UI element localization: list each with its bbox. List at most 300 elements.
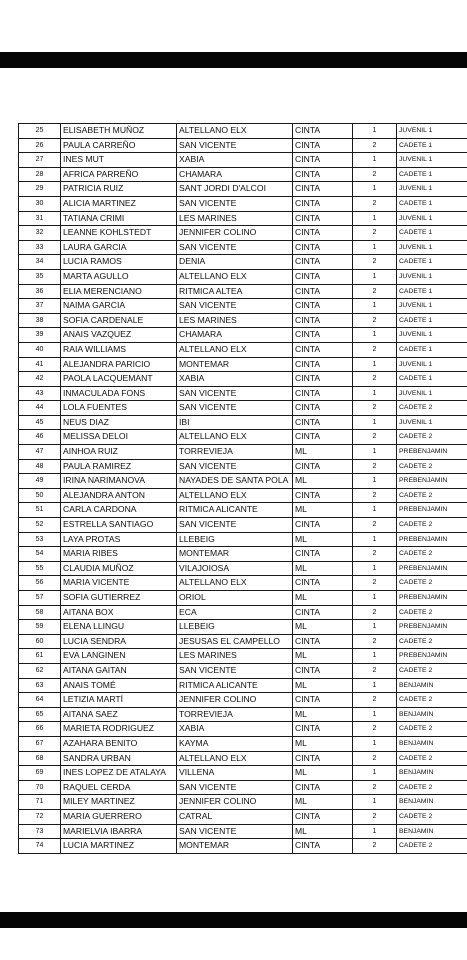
level-cell: 1 (353, 707, 397, 722)
table-row (19, 751, 467, 766)
level-cell: 1 (353, 415, 397, 430)
table-row (19, 299, 467, 314)
level-cell: 2 (353, 780, 397, 795)
club-name-cell: ECA (177, 605, 293, 620)
table-row (19, 415, 467, 430)
row-number-cell: 42 (19, 372, 61, 387)
table-row (19, 459, 467, 474)
table-row (19, 824, 467, 839)
club-name-cell: JESUSAS EL CAMPELLO (177, 634, 293, 649)
club-name-cell: SAN VICENTE (177, 196, 293, 211)
category-cell: PREBENJAMIN (397, 503, 467, 518)
gymnast-name-cell: EVA LANGINEN (61, 649, 177, 664)
gymnast-name-cell: ESTRELLA SANTIAGO (61, 518, 177, 533)
category-cell: JUVENIL 1 (397, 269, 467, 284)
apparatus-cell: ML (293, 474, 353, 489)
level-cell: 2 (353, 576, 397, 591)
table-row (19, 532, 467, 547)
club-name-cell: ORIOL (177, 591, 293, 606)
row-number-cell: 46 (19, 430, 61, 445)
apparatus-cell: CINTA (293, 153, 353, 168)
table-row (19, 561, 467, 576)
level-cell: 1 (353, 620, 397, 635)
club-name-cell: TORREVIEJA (177, 445, 293, 460)
club-name-cell: SAN VICENTE (177, 780, 293, 795)
row-number-cell: 31 (19, 211, 61, 226)
row-number-cell: 37 (19, 299, 61, 314)
level-cell: 1 (353, 678, 397, 693)
apparatus-cell: CINTA (293, 459, 353, 474)
apparatus-cell: ML (293, 736, 353, 751)
category-cell: CADETE 1 (397, 196, 467, 211)
table-row (19, 226, 467, 241)
club-name-cell: ALTELLANO ELX (177, 342, 293, 357)
apparatus-cell: ML (293, 591, 353, 606)
apparatus-cell: ML (293, 561, 353, 576)
category-cell: CADETE 2 (397, 488, 467, 503)
category-cell: CADETE 1 (397, 226, 467, 241)
row-number-cell: 41 (19, 357, 61, 372)
category-cell: PREBENJAMIN (397, 620, 467, 635)
club-name-cell: ALTELLANO ELX (177, 488, 293, 503)
apparatus-cell: CINTA (293, 488, 353, 503)
apparatus-cell: CINTA (293, 576, 353, 591)
level-cell: 2 (353, 401, 397, 416)
category-cell: BENJAMIN (397, 736, 467, 751)
table-row (19, 401, 467, 416)
row-number-cell: 71 (19, 795, 61, 810)
gymnast-name-cell: INMACULADA FONS (61, 386, 177, 401)
table-row (19, 736, 467, 751)
category-cell: CADETE 1 (397, 342, 467, 357)
category-cell: CADETE 2 (397, 809, 467, 824)
category-cell: CADETE 2 (397, 459, 467, 474)
club-name-cell: LLEBEIG (177, 532, 293, 547)
category-cell: PREBENJAMIN (397, 532, 467, 547)
club-name-cell: LES MARINES (177, 313, 293, 328)
apparatus-cell: CINTA (293, 693, 353, 708)
gymnast-name-cell: LOLA FUENTES (61, 401, 177, 416)
level-cell: 2 (353, 809, 397, 824)
club-name-cell: SAN VICENTE (177, 824, 293, 839)
row-number-cell: 44 (19, 401, 61, 416)
level-cell: 1 (353, 445, 397, 460)
table-row (19, 722, 467, 737)
club-name-cell: NAYADES DE SANTA POLA (177, 474, 293, 489)
apparatus-cell: CINTA (293, 284, 353, 299)
level-cell: 2 (353, 751, 397, 766)
table-row (19, 255, 467, 270)
gymnast-name-cell: ANAIS TOMÉ (61, 678, 177, 693)
gymnast-name-cell: LETIZIA MARTÍ (61, 693, 177, 708)
level-cell: 1 (353, 561, 397, 576)
category-cell: JUVENIL 1 (397, 124, 467, 139)
apparatus-cell: CINTA (293, 196, 353, 211)
gymnast-name-cell: CLAUDIA MUÑOZ (61, 561, 177, 576)
level-cell: 1 (353, 299, 397, 314)
gymnast-name-cell: LUCIA MARTINEZ (61, 839, 177, 854)
row-number-cell: 58 (19, 605, 61, 620)
bottom-black-bar (0, 912, 467, 928)
row-number-cell: 54 (19, 547, 61, 562)
level-cell: 2 (353, 430, 397, 445)
club-name-cell: ALTELLANO ELX (177, 751, 293, 766)
table-row (19, 663, 467, 678)
gymnast-name-cell: AITANA GAITAN (61, 663, 177, 678)
club-name-cell: RITMICA ALTEA (177, 284, 293, 299)
row-number-cell: 55 (19, 561, 61, 576)
apparatus-cell: CINTA (293, 547, 353, 562)
row-number-cell: 61 (19, 649, 61, 664)
apparatus-cell: ML (293, 707, 353, 722)
gymnast-name-cell: NEUS DIAZ (61, 415, 177, 430)
apparatus-cell: CINTA (293, 357, 353, 372)
category-cell: CADETE 1 (397, 255, 467, 270)
club-name-cell: CHAMARA (177, 328, 293, 343)
table-row (19, 809, 467, 824)
gymnast-name-cell: MARTA AGULLO (61, 269, 177, 284)
club-name-cell: ALTELLANO ELX (177, 430, 293, 445)
gymnast-name-cell: MARIETA RODRIGUEZ (61, 722, 177, 737)
row-number-cell: 57 (19, 591, 61, 606)
club-name-cell: SAN VICENTE (177, 386, 293, 401)
club-name-cell: RITMICA ALICANTE (177, 678, 293, 693)
gymnast-name-cell: AZAHARA BENITO (61, 736, 177, 751)
row-number-cell: 39 (19, 328, 61, 343)
row-number-cell: 30 (19, 196, 61, 211)
table-row (19, 240, 467, 255)
table-row (19, 182, 467, 197)
gymnast-name-cell: ALICIA MARTINEZ (61, 196, 177, 211)
gymnast-name-cell: LAURA GARCIA (61, 240, 177, 255)
club-name-cell: MONTEMAR (177, 547, 293, 562)
table-row (19, 328, 467, 343)
level-cell: 2 (353, 488, 397, 503)
gymnast-name-cell: CARLA CARDONA (61, 503, 177, 518)
category-cell: PREBENJAMIN (397, 591, 467, 606)
row-number-cell: 34 (19, 255, 61, 270)
category-cell: JUVENIL 1 (397, 182, 467, 197)
gymnast-name-cell: NAIMA GARCIA (61, 299, 177, 314)
club-name-cell: DENIA (177, 255, 293, 270)
table-row (19, 839, 467, 854)
category-cell: JUVENIL 1 (397, 328, 467, 343)
gymnast-name-cell: SANDRA URBAN (61, 751, 177, 766)
row-number-cell: 65 (19, 707, 61, 722)
gymnast-name-cell: RAIA WILLIAMS (61, 342, 177, 357)
category-cell: CADETE 2 (397, 722, 467, 737)
table-row (19, 707, 467, 722)
level-cell: 1 (353, 269, 397, 284)
gymnast-name-cell: INES LOPEZ DE ATALAYA (61, 766, 177, 781)
level-cell: 2 (353, 518, 397, 533)
category-cell: CADETE 1 (397, 167, 467, 182)
row-number-cell: 72 (19, 809, 61, 824)
category-cell: PREBENJAMIN (397, 561, 467, 576)
level-cell: 2 (353, 547, 397, 562)
level-cell: 2 (353, 663, 397, 678)
category-cell: CADETE 2 (397, 547, 467, 562)
level-cell: 2 (353, 342, 397, 357)
level-cell: 2 (353, 284, 397, 299)
category-cell: BENJAMIN (397, 678, 467, 693)
row-number-cell: 69 (19, 766, 61, 781)
category-cell: CADETE 2 (397, 751, 467, 766)
table-row (19, 138, 467, 153)
club-name-cell: CHAMARA (177, 167, 293, 182)
apparatus-cell: ML (293, 649, 353, 664)
club-name-cell: JENNIFER COLINO (177, 795, 293, 810)
gymnast-name-cell: MELISSA DELOI (61, 430, 177, 445)
gymnast-name-cell: PATRICIA RUIZ (61, 182, 177, 197)
gymnast-name-cell: ELISABETH MUÑOZ (61, 124, 177, 139)
row-number-cell: 48 (19, 459, 61, 474)
table-row (19, 693, 467, 708)
apparatus-cell: CINTA (293, 663, 353, 678)
row-number-cell: 29 (19, 182, 61, 197)
apparatus-cell: ML (293, 824, 353, 839)
club-name-cell: SAN VICENTE (177, 459, 293, 474)
table-row (19, 211, 467, 226)
apparatus-cell: CINTA (293, 255, 353, 270)
table-row (19, 503, 467, 518)
category-cell: CADETE 2 (397, 401, 467, 416)
gymnast-name-cell: LAYA PROTAS (61, 532, 177, 547)
club-name-cell: SANT JORDI D'ALCOI (177, 182, 293, 197)
category-cell: PREBENJAMIN (397, 474, 467, 489)
table-row (19, 576, 467, 591)
club-name-cell: JENNIFER COLINO (177, 226, 293, 241)
row-number-cell: 25 (19, 124, 61, 139)
table-row (19, 124, 467, 139)
club-name-cell: CATRAL (177, 809, 293, 824)
row-number-cell: 63 (19, 678, 61, 693)
level-cell: 2 (353, 634, 397, 649)
document-page (0, 68, 467, 912)
table-row (19, 196, 467, 211)
row-number-cell: 56 (19, 576, 61, 591)
row-number-cell: 51 (19, 503, 61, 518)
apparatus-cell: CINTA (293, 751, 353, 766)
gymnast-name-cell: AITANA SAEZ (61, 707, 177, 722)
club-name-cell: SAN VICENTE (177, 663, 293, 678)
apparatus-cell: CINTA (293, 809, 353, 824)
gymnast-name-cell: SOFIA GUTIERREZ (61, 591, 177, 606)
participants-table (18, 123, 467, 854)
gymnast-name-cell: AITANA BOX (61, 605, 177, 620)
gymnast-name-cell: IRINA NARIMANOVA (61, 474, 177, 489)
table-row (19, 649, 467, 664)
level-cell: 2 (353, 167, 397, 182)
category-cell: CADETE 1 (397, 284, 467, 299)
club-name-cell: JENNIFER COLINO (177, 693, 293, 708)
category-cell: CADETE 2 (397, 780, 467, 795)
table-row (19, 795, 467, 810)
table-row (19, 488, 467, 503)
level-cell: 1 (353, 474, 397, 489)
level-cell: 1 (353, 124, 397, 139)
row-number-cell: 53 (19, 532, 61, 547)
apparatus-cell: CINTA (293, 313, 353, 328)
club-name-cell: XABIA (177, 372, 293, 387)
category-cell: CADETE 1 (397, 372, 467, 387)
category-cell: JUVENIL 1 (397, 153, 467, 168)
row-number-cell: 67 (19, 736, 61, 751)
level-cell: 2 (353, 372, 397, 387)
gymnast-name-cell: PAULA CARREÑO (61, 138, 177, 153)
table-row (19, 678, 467, 693)
table-row (19, 342, 467, 357)
category-cell: BENJAMIN (397, 824, 467, 839)
row-number-cell: 36 (19, 284, 61, 299)
level-cell: 2 (353, 605, 397, 620)
level-cell: 2 (353, 693, 397, 708)
apparatus-cell: CINTA (293, 299, 353, 314)
category-cell: CADETE 1 (397, 138, 467, 153)
club-name-cell: MONTEMAR (177, 357, 293, 372)
row-number-cell: 43 (19, 386, 61, 401)
level-cell: 2 (353, 196, 397, 211)
club-name-cell: RITMICA ALICANTE (177, 503, 293, 518)
club-name-cell: SAN VICENTE (177, 401, 293, 416)
level-cell: 2 (353, 722, 397, 737)
level-cell: 1 (353, 328, 397, 343)
apparatus-cell: ML (293, 678, 353, 693)
level-cell: 1 (353, 240, 397, 255)
apparatus-cell: CINTA (293, 518, 353, 533)
category-cell: BENJAMIN (397, 707, 467, 722)
row-number-cell: 27 (19, 153, 61, 168)
row-number-cell: 73 (19, 824, 61, 839)
row-number-cell: 38 (19, 313, 61, 328)
gymnast-name-cell: INES MUT (61, 153, 177, 168)
table-row (19, 313, 467, 328)
club-name-cell: VILLENA (177, 766, 293, 781)
club-name-cell: ALTELLANO ELX (177, 576, 293, 591)
club-name-cell: SAN VICENTE (177, 299, 293, 314)
category-cell: CADETE 2 (397, 839, 467, 854)
gymnast-name-cell: AINHOA RUIZ (61, 445, 177, 460)
apparatus-cell: CINTA (293, 605, 353, 620)
row-number-cell: 74 (19, 839, 61, 854)
club-name-cell: SAN VICENTE (177, 518, 293, 533)
table-row (19, 591, 467, 606)
table-row (19, 634, 467, 649)
row-number-cell: 47 (19, 445, 61, 460)
table-row (19, 518, 467, 533)
apparatus-cell: ML (293, 795, 353, 810)
table-row (19, 167, 467, 182)
club-name-cell: SAN VICENTE (177, 240, 293, 255)
gymnast-name-cell: RAQUEL CERDA (61, 780, 177, 795)
gymnast-name-cell: ANAIS VAZQUEZ (61, 328, 177, 343)
category-cell: BENJAMIN (397, 795, 467, 810)
gymnast-name-cell: MARIA GUERRERO (61, 809, 177, 824)
table-row (19, 153, 467, 168)
club-name-cell: ALTELLANO ELX (177, 269, 293, 284)
row-number-cell: 26 (19, 138, 61, 153)
top-black-bar (0, 52, 467, 68)
gymnast-name-cell: MARIELVIA IBARRA (61, 824, 177, 839)
category-cell: JUVENIL 1 (397, 357, 467, 372)
gymnast-name-cell: MARIA VICENTE (61, 576, 177, 591)
table-row (19, 372, 467, 387)
row-number-cell: 35 (19, 269, 61, 284)
apparatus-cell: CINTA (293, 342, 353, 357)
gymnast-name-cell: AFRICA PARREÑO (61, 167, 177, 182)
level-cell: 2 (353, 226, 397, 241)
level-cell: 1 (353, 503, 397, 518)
gymnast-name-cell: PAULA RAMIREZ (61, 459, 177, 474)
level-cell: 1 (353, 153, 397, 168)
table-row (19, 780, 467, 795)
participants-table-body (19, 124, 467, 854)
category-cell: CADETE 2 (397, 663, 467, 678)
level-cell: 1 (353, 211, 397, 226)
club-name-cell: LES MARINES (177, 211, 293, 226)
row-number-cell: 52 (19, 518, 61, 533)
level-cell: 2 (353, 313, 397, 328)
category-cell: JUVENIL 1 (397, 415, 467, 430)
apparatus-cell: CINTA (293, 401, 353, 416)
apparatus-cell: ML (293, 532, 353, 547)
category-cell: PREBENJAMIN (397, 445, 467, 460)
club-name-cell: SAN VICENTE (177, 138, 293, 153)
level-cell: 1 (353, 386, 397, 401)
table-row (19, 620, 467, 635)
gymnast-name-cell: MILEY MARTINEZ (61, 795, 177, 810)
gymnast-name-cell: LUCIA RAMOS (61, 255, 177, 270)
category-cell: CADETE 2 (397, 518, 467, 533)
level-cell: 1 (353, 649, 397, 664)
level-cell: 1 (353, 736, 397, 751)
category-cell: JUVENIL 1 (397, 299, 467, 314)
row-number-cell: 33 (19, 240, 61, 255)
club-name-cell: TORREVIEJA (177, 707, 293, 722)
club-name-cell: MONTEMAR (177, 839, 293, 854)
row-number-cell: 62 (19, 663, 61, 678)
gymnast-name-cell: ALEJANDRA ANTON (61, 488, 177, 503)
gymnast-name-cell: PAOLA LACQUEMANT (61, 372, 177, 387)
gymnast-name-cell: SOFIA CARDENALE (61, 313, 177, 328)
level-cell: 1 (353, 591, 397, 606)
category-cell: CADETE 1 (397, 313, 467, 328)
category-cell: BENJAMIN (397, 766, 467, 781)
apparatus-cell: ML (293, 503, 353, 518)
club-name-cell: XABIA (177, 153, 293, 168)
club-name-cell: VILAJOIOSA (177, 561, 293, 576)
table-row (19, 445, 467, 460)
row-number-cell: 49 (19, 474, 61, 489)
table-row (19, 357, 467, 372)
level-cell: 2 (353, 138, 397, 153)
category-cell: CADETE 2 (397, 430, 467, 445)
category-cell: CADETE 2 (397, 634, 467, 649)
category-cell: CADETE 2 (397, 693, 467, 708)
row-number-cell: 28 (19, 167, 61, 182)
apparatus-cell: CINTA (293, 138, 353, 153)
gymnast-name-cell: LUCIA SENDRA (61, 634, 177, 649)
row-number-cell: 70 (19, 780, 61, 795)
row-number-cell: 40 (19, 342, 61, 357)
apparatus-cell: CINTA (293, 124, 353, 139)
category-cell: JUVENIL 1 (397, 386, 467, 401)
gymnast-name-cell: TATIANA CRIMI (61, 211, 177, 226)
category-cell: JUVENIL 1 (397, 240, 467, 255)
table-row (19, 766, 467, 781)
level-cell: 2 (353, 459, 397, 474)
club-name-cell: LLEBEIG (177, 620, 293, 635)
